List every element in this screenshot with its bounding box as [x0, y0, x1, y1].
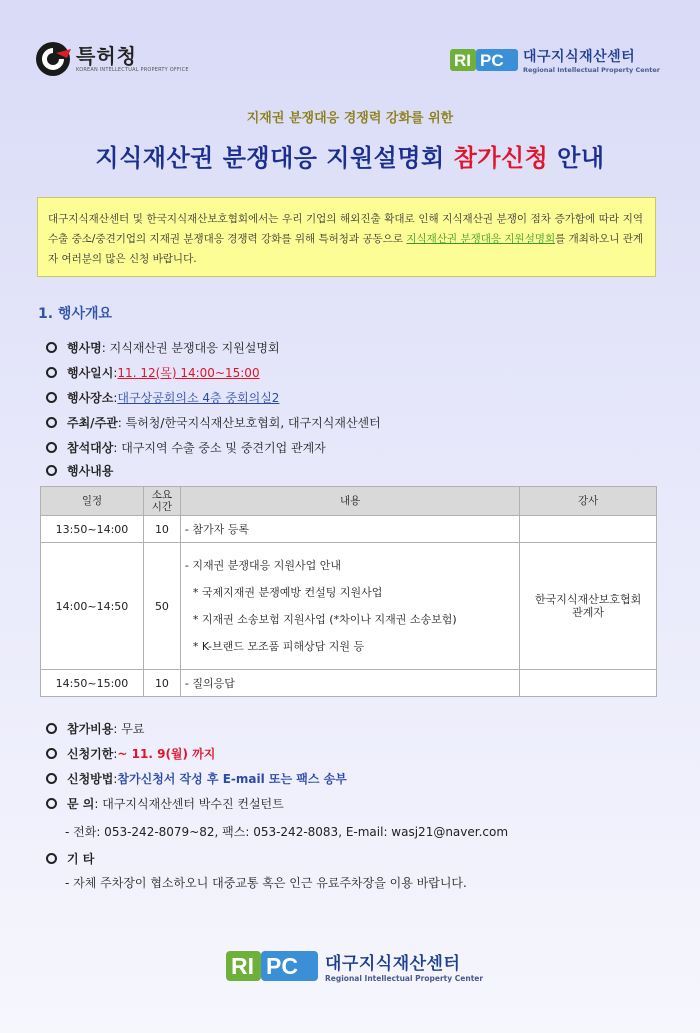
- method-value: 참가신청서 작성 후 E-mail 또는 팩스 송부: [117, 772, 347, 786]
- header-duration: 소요 시간: [143, 487, 180, 516]
- title-highlight: 참가신청: [453, 144, 549, 172]
- host-value: : 특허청/한국지식재산보호협회, 대구지식재산센터: [117, 416, 381, 430]
- fee-key: 참가비용: [67, 722, 114, 736]
- circle-bullet-icon: [46, 748, 57, 759]
- row-content: - 질의응답: [180, 670, 519, 697]
- title-part1: 지식재산권 분쟁대응 지원설명회: [95, 144, 454, 172]
- host-key: 주최/주관: [67, 416, 118, 430]
- item-event-place: [46, 389, 279, 406]
- row-speaker: [520, 516, 657, 543]
- deadline-sep: :: [113, 746, 118, 761]
- event-place-sep: :: [113, 390, 118, 405]
- content-line: * K-브랜드 모조품 피해상담 지원 등: [192, 640, 365, 653]
- deadline-value: ~ 11. 9(월) 까지: [117, 747, 216, 761]
- circle-bullet-icon: [46, 798, 57, 809]
- content-line: - 지재권 분쟁대응 지원사업 안내: [184, 559, 342, 572]
- event-name-key: 행사명: [67, 341, 102, 355]
- item-event-name: [46, 339, 280, 356]
- event-date-key: 행사일시: [67, 366, 114, 380]
- item-event-date: [46, 364, 260, 381]
- circle-bullet-icon: [46, 723, 57, 734]
- row-content: [180, 543, 519, 670]
- table-row: [41, 670, 657, 697]
- etc-key: 기 타: [67, 852, 95, 866]
- row-content: - 참가자 등록: [180, 516, 519, 543]
- method-key: 신청방법: [67, 772, 114, 786]
- target-key: 참석대상: [67, 441, 114, 455]
- page-title: [0, 138, 700, 173]
- row-duration: 50: [143, 543, 180, 670]
- item-method: [46, 770, 347, 787]
- table-header-row: [41, 487, 657, 516]
- svg-text:PC: PC: [480, 51, 504, 70]
- svg-text:RI: RI: [454, 51, 471, 70]
- circle-bullet-icon: [46, 442, 57, 453]
- item-target: [46, 439, 326, 456]
- event-name-value: : 지식재산권 분쟁대응 지원설명회: [101, 341, 280, 355]
- contact-detail: - 전화: 053-242-8079~82, 팩스: 053-242-8083, E-mail: wasj21@naver.com: [65, 825, 509, 839]
- row-time: 13:50~14:00: [41, 516, 144, 543]
- event-place-value: 대구상공회의소 4층 중회의실2: [117, 391, 280, 405]
- kipo-sub: KOREAN INTELLECTUAL PROPERTY OFFICE: [76, 67, 189, 73]
- intro-text-2: 를 개최하오니 관계자 여러분의 많은 신청 바랍니다.: [48, 233, 643, 265]
- circle-bullet-icon: [46, 392, 57, 403]
- circle-bullet-icon: [46, 773, 57, 784]
- row-time: 14:00~14:50: [41, 543, 144, 670]
- circle-bullet-icon: [46, 417, 57, 428]
- item-contact: [46, 795, 284, 812]
- deadline-key: 신청기한: [67, 747, 114, 761]
- content-line: * 국제지재권 분쟁예방 컨설팅 지원사업: [192, 586, 383, 599]
- row-speaker: [520, 670, 657, 697]
- row-speaker: 한국지식재산보호협회 관계자: [520, 543, 657, 670]
- row-duration: 10: [143, 670, 180, 697]
- intro-link: 지식재산권 분쟁대응 지원설명회: [406, 233, 556, 245]
- row-duration: 10: [143, 516, 180, 543]
- circle-bullet-icon: [46, 853, 57, 864]
- ripc-logo-top: [450, 46, 660, 74]
- item-host: [46, 414, 381, 431]
- header-time: 일정: [41, 487, 144, 516]
- kipo-name: 특허청: [76, 44, 137, 68]
- schedule-table: [40, 486, 657, 697]
- event-date-value: 11. 12(목) 14:00~15:00: [117, 366, 260, 380]
- ripc-badge-icon: [450, 49, 518, 71]
- content-line: * 지재권 소송보험 지원사업 (*차이나 지재권 소송보험): [192, 613, 457, 626]
- item-content: [46, 462, 113, 479]
- header-speaker: 강사: [520, 487, 657, 516]
- footer-ripc-en: Regional Intellectual Property Center: [325, 974, 484, 983]
- circle-bullet-icon: [46, 342, 57, 353]
- circle-bullet-icon: [46, 465, 57, 476]
- event-date-sep: :: [113, 365, 118, 380]
- header-content: 내용: [180, 487, 519, 516]
- kipo-logo: [34, 40, 189, 78]
- content-key: 행사내용: [67, 464, 114, 478]
- intro-box: [37, 197, 656, 277]
- subtitle: 지재권 분쟁대응 경쟁력 강화를 위한: [246, 111, 454, 126]
- contact-value: : 대구지식재산센터 박수진 컨설턴트: [94, 797, 284, 811]
- table-row: [41, 516, 657, 543]
- ripc-name-kr: 대구지식재산센터: [523, 49, 636, 65]
- item-fee: [46, 720, 144, 737]
- footer-ripc-kr: 대구지식재산센터: [325, 954, 461, 974]
- etc-detail: - 자체 주차장이 협소하오니 대중교통 혹은 인근 유료주차장을 이용 바랍니다.: [65, 876, 467, 890]
- section-heading: 1. 행사개요: [38, 306, 113, 322]
- method-sep: :: [113, 771, 118, 786]
- item-etc: [46, 850, 94, 867]
- title-part2: 안내: [548, 144, 605, 172]
- ripc-logo-bottom: [226, 949, 483, 983]
- svg-text:PC: PC: [266, 953, 298, 979]
- item-deadline: [46, 745, 215, 762]
- table-row: [41, 543, 657, 670]
- fee-value: : 무료: [113, 722, 145, 736]
- svg-text:RI: RI: [231, 953, 254, 979]
- ripc-badge-icon: [226, 951, 318, 981]
- contact-key: 문 의: [67, 797, 95, 811]
- intro-text-1: 대구지식재산센터 및 한국지식재산보호협회에서는 우리 기업의 해외진출 확대로 인해 지식재산권 분쟁이 점차 증가함에 따라 지역 수출 중소/중견기업의 지재권 분쟁대응 경쟁력 강화를 위해 특허청과 공동으로: [48, 213, 643, 245]
- ripc-name-en: Regional Intellectual Property Center: [523, 66, 660, 74]
- event-place-key: 행사장소: [67, 391, 114, 405]
- target-value: : 대구지역 수출 중소 및 중견기업 관계자: [113, 441, 326, 455]
- row-time: 14:50~15:00: [41, 670, 144, 697]
- kipo-emblem-icon: [34, 40, 72, 78]
- circle-bullet-icon: [46, 367, 57, 378]
